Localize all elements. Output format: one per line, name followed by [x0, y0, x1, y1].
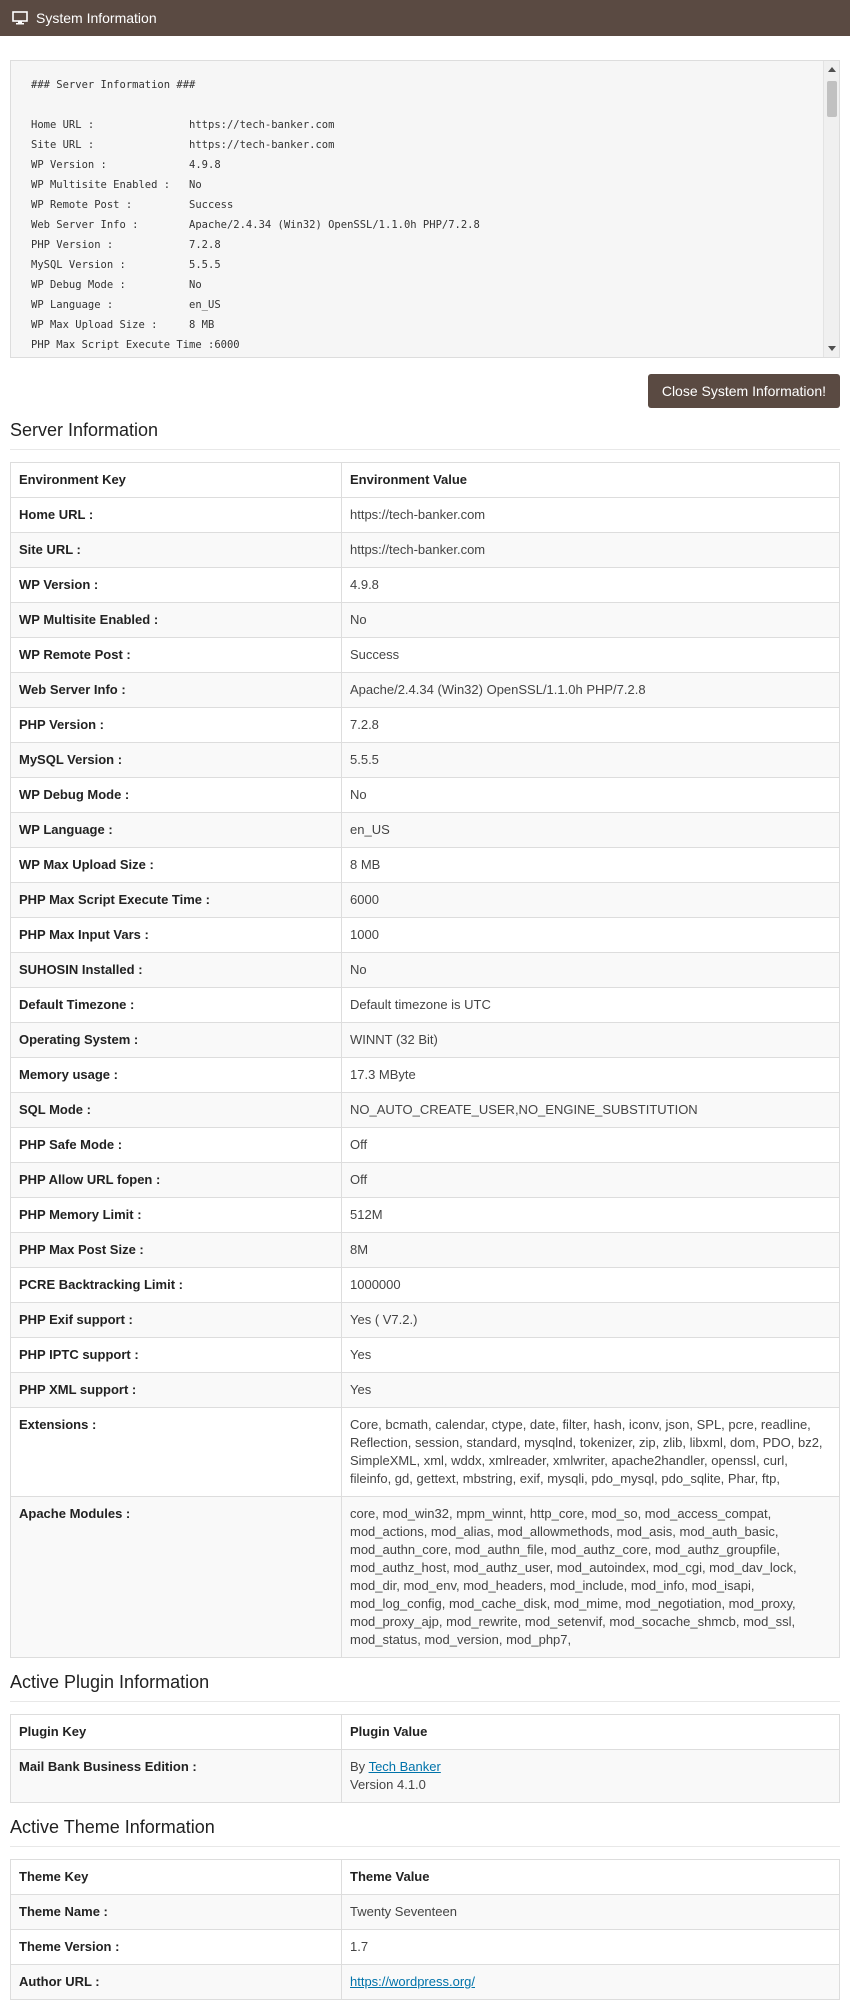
environment-value: 5.5.5: [342, 743, 840, 778]
table-row: [11, 1750, 840, 1803]
environment-key: MySQL Version :: [11, 743, 342, 778]
environment-value: en_US: [342, 813, 840, 848]
table-row: [11, 778, 840, 813]
server-information-heading: Server Information: [10, 412, 840, 450]
close-system-information-button[interactable]: Close System Information!: [648, 374, 840, 408]
table-row: [11, 1895, 840, 1930]
table-row: [11, 1128, 840, 1163]
environment-value: https://tech-banker.com: [342, 533, 840, 568]
scroll-down-arrow-icon[interactable]: [828, 346, 836, 351]
environment-key: WP Debug Mode :: [11, 778, 342, 813]
environment-key: Extensions :: [11, 1408, 342, 1497]
environment-key: PHP IPTC support :: [11, 1338, 342, 1373]
environment-value: core, mod_win32, mpm_winnt, http_core, mod_so, mod_access_compat, mod_actions, mod_alias, mod_allowmethods, mod_asis, mod_auth_basic, mod_authn_core, mod_authn_file, mod_authz_core, mod_authz_groupfile, mod_authz_host, mod_authz_user, mod_autoindex, mod_cgi, mod_dav_lock, mod_dir, mod_env, mod_headers, mod_include, mod_info, mod_isapi, mod_log_config, mod_cache_disk, mod_mime, mod_negotiation, mod_proxy, mod_proxy_ajp, mod_rewrite, mod_setenvif, mod_socache_shmcb, mod_ssl, mod_status, mod_version, mod_php7,: [342, 1497, 840, 1658]
environment-value: https://tech-banker.com: [342, 498, 840, 533]
environment-value: Off: [342, 1163, 840, 1198]
table-row: [11, 953, 840, 988]
report-scrollbar[interactable]: [823, 61, 839, 357]
system-report-text[interactable]: ### Server Information ### Home URL : https://tech-banker.com Site URL : https://tech-banker.com WP Version : 4.9.8 WP Multisite Enabled : No WP Remote Post : Success Web Server Info : Apache/2.4.34 (Win32) OpenSSL/1.1.0h PHP/7.2.8 PHP Version : 7.2.8 MySQL Version : 5.5.5 WP Debug Mode : No WP Language : en_US WP Max Upload Size : 8 MB PHP Max Script Execute Time :6000: [10, 60, 840, 358]
author-url-cell: [342, 1965, 840, 2000]
environment-value: No: [342, 953, 840, 988]
environment-value: 8 MB: [342, 848, 840, 883]
environment-key: Default Timezone :: [11, 988, 342, 1023]
table-row: [11, 638, 840, 673]
table-row: [11, 498, 840, 533]
table-row: [11, 1965, 840, 2000]
title-bar: [0, 0, 850, 36]
environment-key: WP Remote Post :: [11, 638, 342, 673]
table-row: [11, 1023, 840, 1058]
table-row: [11, 918, 840, 953]
table-row: [11, 568, 840, 603]
environment-value: No: [342, 778, 840, 813]
theme-value-header: Theme Value: [342, 1860, 840, 1895]
environment-value: 512M: [342, 1198, 840, 1233]
environment-key: WP Multisite Enabled :: [11, 603, 342, 638]
theme-name-value: Twenty Seventeen: [342, 1895, 840, 1930]
plugin-by-label: By: [350, 1759, 366, 1774]
table-row: [11, 1338, 840, 1373]
environment-key: WP Language :: [11, 813, 342, 848]
table-row: [11, 743, 840, 778]
environment-key: WP Max Upload Size :: [11, 848, 342, 883]
table-row: [11, 1497, 840, 1658]
environment-value: Core, bcmath, calendar, ctype, date, filter, hash, iconv, json, SPL, pcre, readline, Reflection, session, standard, mysqlnd, tokenizer, zip, zlib, libxml, dom, PDO, bz2, SimpleXML, xml, wddx, xmlreader, xmlwriter, apache2handler, openssl, curl, fileinfo, gd, gettext, mbstring, exif, mysqli, pdo_mysql, pdo_sqlite, Phar, ftp,: [342, 1408, 840, 1497]
environment-value: 1000: [342, 918, 840, 953]
environment-key: WP Version :: [11, 568, 342, 603]
active-plugin-heading: Active Plugin Information: [10, 1664, 840, 1702]
plugin-name: Mail Bank Business Edition :: [11, 1750, 342, 1803]
environment-key: Memory usage :: [11, 1058, 342, 1093]
environment-key-header: Environment Key: [11, 463, 342, 498]
plugin-value: [342, 1750, 840, 1803]
environment-value: Apache/2.4.34 (Win32) OpenSSL/1.1.0h PHP/7.2.8: [342, 673, 840, 708]
environment-value: 6000: [342, 883, 840, 918]
environment-key: PHP Memory Limit :: [11, 1198, 342, 1233]
table-row: [11, 883, 840, 918]
environment-key: PHP Allow URL fopen :: [11, 1163, 342, 1198]
environment-value: 4.9.8: [342, 568, 840, 603]
environment-key: PHP Max Input Vars :: [11, 918, 342, 953]
environment-value: Default timezone is UTC: [342, 988, 840, 1023]
environment-key: PHP Version :: [11, 708, 342, 743]
environment-value: NO_AUTO_CREATE_USER,NO_ENGINE_SUBSTITUTION: [342, 1093, 840, 1128]
environment-key: SUHOSIN Installed :: [11, 953, 342, 988]
author-url-key: Author URL :: [11, 1965, 342, 2000]
plugin-value-header: Plugin Value: [342, 1715, 840, 1750]
table-row: [11, 1930, 840, 1965]
active-theme-heading: Active Theme Information: [10, 1809, 840, 1847]
environment-key: Operating System :: [11, 1023, 342, 1058]
table-row: [11, 848, 840, 883]
table-row: [11, 603, 840, 638]
monitor-icon: [12, 11, 28, 25]
table-row: [11, 1408, 840, 1497]
table-row: [11, 988, 840, 1023]
environment-value: 8M: [342, 1233, 840, 1268]
page-title: System Information: [36, 10, 157, 26]
environment-key: Site URL :: [11, 533, 342, 568]
environment-key: SQL Mode :: [11, 1093, 342, 1128]
environment-key: PHP Max Post Size :: [11, 1233, 342, 1268]
environment-value: 1000000: [342, 1268, 840, 1303]
system-report-box: [10, 60, 840, 358]
environment-value: 7.2.8: [342, 708, 840, 743]
table-row: [11, 1233, 840, 1268]
environment-key: Web Server Info :: [11, 673, 342, 708]
environment-key: PHP XML support :: [11, 1373, 342, 1408]
table-row: [11, 1163, 840, 1198]
table-row: [11, 1198, 840, 1233]
table-row: [11, 673, 840, 708]
environment-value: 17.3 MByte: [342, 1058, 840, 1093]
environment-value: Success: [342, 638, 840, 673]
environment-key: Apache Modules :: [11, 1497, 342, 1658]
plugin-author-link[interactable]: Tech Banker: [368, 1759, 441, 1774]
theme-key-header: Theme Key: [11, 1860, 342, 1895]
environment-value: No: [342, 603, 840, 638]
environment-key: PHP Safe Mode :: [11, 1128, 342, 1163]
table-row: [11, 533, 840, 568]
table-row: [11, 708, 840, 743]
theme-version-value: 1.7: [342, 1930, 840, 1965]
theme-name-key: Theme Name :: [11, 1895, 342, 1930]
table-row: [11, 813, 840, 848]
plugin-key-header: Plugin Key: [11, 1715, 342, 1750]
server-information-table: [10, 462, 840, 1658]
theme-version-key: Theme Version :: [11, 1930, 342, 1965]
environment-value: Yes: [342, 1338, 840, 1373]
table-row: [11, 1268, 840, 1303]
environment-value-header: Environment Value: [342, 463, 840, 498]
table-row: [11, 1058, 840, 1093]
environment-key: Home URL :: [11, 498, 342, 533]
plugin-version: Version 4.1.0: [350, 1777, 426, 1792]
environment-value: Yes: [342, 1373, 840, 1408]
scroll-thumb[interactable]: [827, 81, 837, 117]
plugin-information-table: [10, 1714, 840, 1803]
environment-key: PHP Exif support :: [11, 1303, 342, 1338]
theme-information-table: [10, 1859, 840, 2000]
environment-key: PCRE Backtracking Limit :: [11, 1268, 342, 1303]
table-row: [11, 1303, 840, 1338]
author-url-link[interactable]: https://wordpress.org/: [350, 1974, 475, 1989]
environment-value: Off: [342, 1128, 840, 1163]
table-row: [11, 1093, 840, 1128]
table-row: [11, 1373, 840, 1408]
scroll-up-arrow-icon[interactable]: [828, 67, 836, 72]
environment-value: Yes ( V7.2.): [342, 1303, 840, 1338]
environment-value: WINNT (32 Bit): [342, 1023, 840, 1058]
environment-key: PHP Max Script Execute Time :: [11, 883, 342, 918]
